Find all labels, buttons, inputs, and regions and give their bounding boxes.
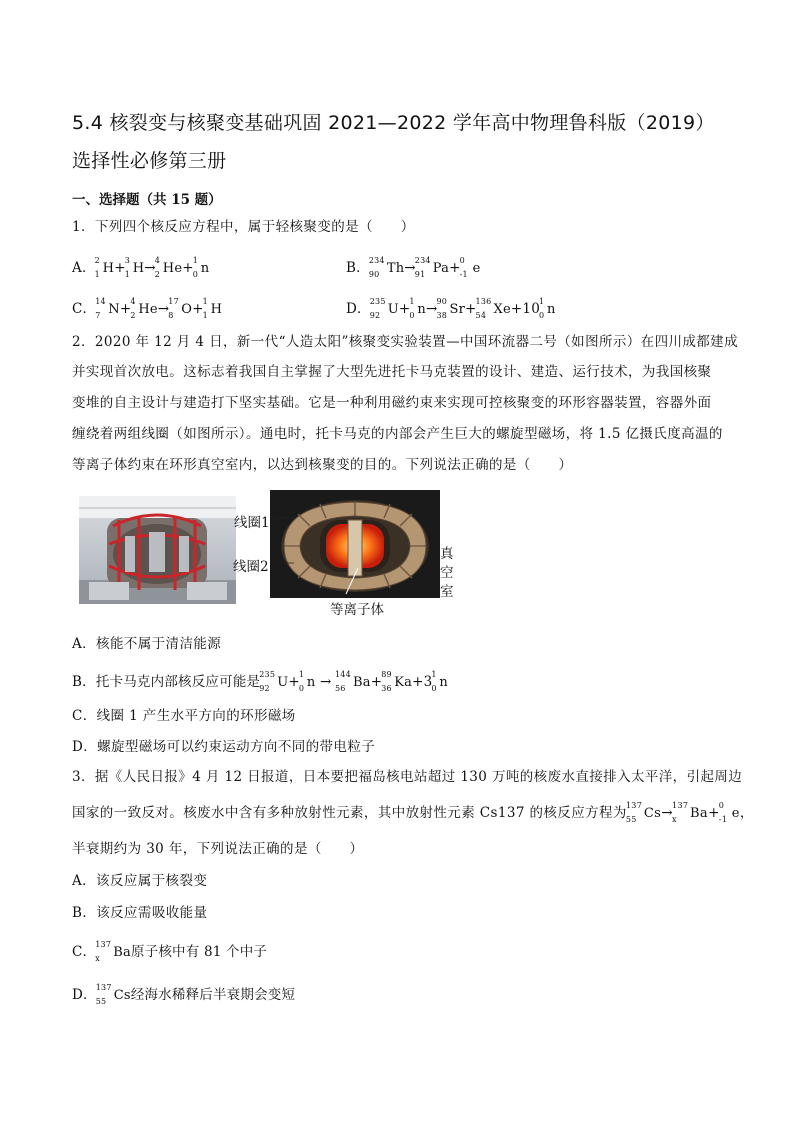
nuclide-symbol [718,801,740,824]
element-symbol: Ba [689,806,709,821]
element-symbol: U [277,675,289,690]
nuclide-symbol [298,670,316,693]
atomic-number: 56 [334,684,346,693]
q2-line-3: 变堆的自主设计与建造打下坚实基础。它是一种利用磁约束来实现可控核聚变的环形容器装置，容器外面 [72,395,712,411]
mass-number: 137 [95,983,112,992]
element-symbol: Cs [643,806,662,821]
atomic-number: -1 [718,815,728,824]
mass-number: 1 [431,670,437,679]
nuclide-symbol [369,297,399,320]
nuclide-symbol [95,940,131,963]
atomic-number: 54 [475,311,487,320]
q3-line-1: 3．据《人民日报》4 月 12 日报道，日本要把福岛核电站超过 130 万吨的核废水直接排入太平洋，引起周边 [72,769,743,785]
element-symbol: n [306,675,316,690]
nuclide-symbol [334,670,371,693]
equation-operator: + [119,301,132,317]
q2-option-b: B．托卡马克内部核反应可能是 235 92 U+ 1 0 n → 144 56 Ba+ 89 36 Ka+3 1 0 n [72,670,448,693]
q1-option-c-equation [95,297,223,320]
q1-option-a: A． 2 1 H+ 3 1 H→ 4 2 He+ 1 0 n [72,256,210,279]
nuclide-symbol [431,670,448,693]
element-symbol: Sr [449,302,466,317]
mass-number: 1 [298,670,305,679]
equation-operator: +3 [412,674,433,690]
atomic-number: 38 [436,311,448,320]
mass-number: 137 [95,940,112,949]
mass-number: 14 [95,297,106,306]
mass-number: 1 [202,297,208,306]
equation-operator: → [157,301,170,317]
element-symbol: n [200,261,210,276]
q1-option-d-equation [369,297,556,320]
atomic-number: 55 [95,997,107,1006]
atomic-number: 0 [539,311,545,320]
nuclide-symbol [202,297,223,320]
atomic-number: 0 [431,684,437,693]
q3-line-3: 半衰期约为 30 年，下列说法正确的是（ ） [72,841,364,857]
equation-operator: + [182,260,194,276]
mass-number: 235 [259,670,276,679]
equation-operator: + [449,260,461,276]
label-coil-1: 线圈1 [234,515,270,531]
label-leader-lines [232,508,342,578]
element-symbol: H [132,261,145,276]
mass-number: 3 [124,256,131,265]
element-symbol: Th [386,261,405,276]
section-heading: 一、选择题（共 15 题） [72,192,222,208]
atomic-number: 91 [414,270,426,279]
q2-option-d: D．螺旋型磁场可以约束运动方向不同的带电粒子 [72,739,376,755]
q3-option-d-nuclide [95,983,131,1006]
nuclide-symbol [94,256,115,279]
label-vacuum-chamber-3: 室 [440,584,454,600]
atomic-number: -1 [459,270,468,279]
element-symbol: U [387,302,399,317]
atomic-number: 55 [625,815,637,824]
atomic-number: 92 [259,684,270,693]
document-title [72,104,752,180]
q3-option-c-nuclide [95,940,131,963]
equation-operator: + [370,674,383,690]
atomic-number: x [95,954,100,963]
atomic-number: 36 [381,684,392,693]
title-line-2: 选择性必修第三册 [72,150,227,172]
element-symbol: n [417,302,426,317]
equation-operator: → [404,260,416,276]
element-symbol: He [162,261,183,276]
atomic-number: 8 [168,311,174,320]
element-symbol: N [108,302,120,317]
element-symbol: Cs [113,988,131,1003]
mass-number: 137 [625,801,643,810]
mass-number: 89 [381,670,392,679]
element-symbol: Ka [394,675,413,690]
mass-number: 137 [671,801,689,810]
atomic-number: 1 [94,270,100,279]
mass-number: 234 [368,256,385,265]
equation-operator: +10 [510,301,540,317]
nuclide-symbol [95,297,120,320]
tokamak-photo [79,496,236,604]
label-plasma: 等离子体 [330,602,384,618]
label-coil-2: 线圈2 [233,559,269,575]
mass-number: 136 [475,297,492,306]
element-symbol: n [439,675,448,690]
q3-line-2: 国家的一致反对。核废水中含有多种放射性元素，其中放射性元素 Cs137 的核反应方程为 137 55 Cs→ 137 x Ba+ 0 -1 e， [72,801,754,824]
label-vacuum-chamber-1: 真 [440,546,454,562]
nuclide-symbol [130,297,158,320]
nuclide-symbol [539,297,556,320]
atomic-number: 1 [124,270,131,279]
nuclide-symbol [168,297,193,320]
equation-operator: → [425,301,438,317]
label-vacuum-chamber-2: 空 [440,565,454,581]
q1-option-c: C． 14 7 N+ 4 2 He→ 17 8 O+ 1 1 H [72,297,223,320]
nuclide-symbol [259,670,289,693]
mass-number: 235 [369,297,386,306]
mass-number: 90 [436,297,448,306]
q2-line-4: 缠绕着两组线圈（如图所示）。通电时，托卡马克的内部会产生巨大的螺旋型磁场，将 1.5 亿摄氏度高温的 [72,426,723,442]
q1-stem: 1．下列四个核反应方程中，属于轻核聚变的是（ ） [72,219,415,235]
nuclide-symbol [436,297,466,320]
element-symbol: H [102,261,115,276]
q2-line-1: 2．2020 年 12 月 4 日，新一代“人造太阳”核聚变实验装置—中国环流器二号（如图所示）在四川成都建成 [72,334,738,350]
atomic-number: 90 [368,270,380,279]
mass-number: 0 [459,256,465,265]
atomic-number: 0 [192,270,199,279]
equation-operator: + [398,301,411,317]
nuclide-symbol [409,297,426,320]
nuclide-symbol [475,297,511,320]
mass-number: 1 [192,256,199,265]
mass-number: 1 [539,297,545,306]
nuclide-symbol [368,256,405,279]
q1-option-a-equation [94,256,210,279]
element-symbol: Ba [113,945,131,960]
mass-number: 144 [334,670,351,679]
equation-operator: → [315,674,336,690]
nuclide-symbol [381,670,413,693]
mass-number: 1 [409,297,415,306]
element-symbol: Ba [352,675,371,690]
equation-operator: + [465,301,477,317]
element-symbol: e [472,261,481,276]
q3-option-b: B．该反应需吸收能量 [72,905,208,921]
title-line-1: 5.4 核裂变与核聚变基础巩固 2021—2022 学年高中物理鲁科版（2019） [72,112,715,134]
nuclide-symbol [95,983,131,1006]
q1-option-b: B． 234 90 Th→ 234 91 Pa+ 0 -1 e [346,256,481,279]
element-symbol: Pa [432,261,450,276]
q3-decay-equation [625,801,754,824]
element-symbol: e [731,806,740,821]
q2-option-c: C．线圈 1 产生水平方向的环形磁场 [72,708,296,724]
atomic-number: 1 [202,311,208,320]
q2-option-a: A．核能不属于清洁能源 [72,636,222,652]
nuclide-symbol [124,256,145,279]
element-symbol: O [181,302,193,317]
q2-line-2: 并实现首次放电。这标志着我国自主掌握了大型先进托卡马克装置的设计、建造、运行技术，为我国核聚 [72,364,712,380]
atomic-number: x [671,815,677,824]
q3-option-d: D． 137 55 Cs经海水稀释后半衰期会变短 [72,983,296,1006]
mass-number: 17 [168,297,179,306]
equation-operator: → [144,260,156,276]
mass-number: 4 [154,256,161,265]
nuclide-symbol [671,801,709,824]
equation-operator: + [708,805,720,821]
mass-number: 234 [414,256,431,265]
element-symbol: He [138,302,158,317]
q3-option-c: C． 137 x Ba原子核中有 81 个中子 [72,940,268,963]
atomic-number: 7 [95,311,101,320]
equation-operator: → [661,805,673,821]
nuclide-symbol [154,256,183,279]
q3-option-a: A．该反应属于核裂变 [72,873,208,889]
atomic-number: 0 [409,311,415,320]
atomic-number: 92 [369,311,381,320]
equation-operator: + [192,301,204,317]
nuclide-symbol [459,256,481,279]
q1-option-d: D． 235 92 U+ 1 0 n→ 90 38 Sr+ 136 54 Xe+10 1 0 n [346,297,556,320]
element-symbol: H [210,302,223,317]
nuclide-symbol [414,256,450,279]
element-symbol: n [547,302,556,317]
q1-option-b-equation [368,256,481,279]
mass-number: 0 [718,801,725,810]
equation-operator: ， [739,805,754,821]
nuclide-symbol [192,256,210,279]
element-symbol: Xe [493,302,511,317]
mass-number: 4 [130,297,136,306]
atomic-number: 0 [298,684,305,693]
nuclide-symbol [625,801,662,824]
atomic-number: 2 [154,270,161,279]
q2-line-5: 等离子体约束在环形真空室内，以达到核聚变的目的。下列说法正确的是（ ） [72,457,573,473]
equation-operator: + [288,674,300,690]
atomic-number: 2 [130,311,136,320]
equation-operator: + [114,260,126,276]
mass-number: 2 [94,256,100,265]
